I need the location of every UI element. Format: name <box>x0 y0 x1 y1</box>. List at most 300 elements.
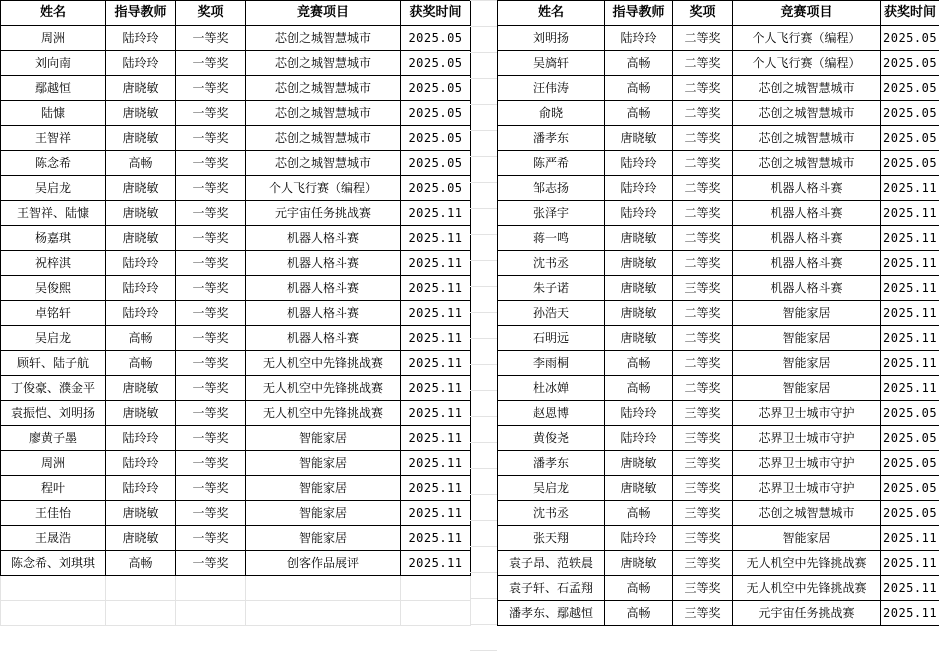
cell-name[interactable]: 张天翔 <box>498 526 605 551</box>
empty-cell[interactable] <box>401 576 471 601</box>
cell-name[interactable]: 祝梓淇 <box>1 251 106 276</box>
empty-cell[interactable] <box>246 601 401 626</box>
table-row <box>498 151 939 176</box>
cell-date[interactable]: 2025.11 <box>401 451 471 476</box>
cell-award[interactable]: 一等奖 <box>176 526 246 551</box>
cell-award[interactable]: 三等奖 <box>673 426 733 451</box>
cell-teacher[interactable]: 唐晓敏 <box>106 501 176 526</box>
cell-date[interactable]: 2025.11 <box>401 526 471 551</box>
cell-award[interactable]: 二等奖 <box>673 376 733 401</box>
cell-name[interactable]: 廖黄子墨 <box>1 426 106 451</box>
cell-event[interactable]: 机器人格斗赛 <box>246 301 401 326</box>
cell-event[interactable]: 芯创之城智慧城市 <box>246 101 401 126</box>
cell-teacher[interactable]: 唐晓敏 <box>106 376 176 401</box>
col-header-event[interactable]: 竞赛项目 <box>733 1 881 26</box>
table-row <box>498 426 939 451</box>
cell-name[interactable]: 程叶 <box>1 476 106 501</box>
table-row <box>1 426 471 451</box>
table-row <box>1 351 471 376</box>
cell-award[interactable]: 一等奖 <box>176 326 246 351</box>
col-header-name[interactable]: 姓名 <box>498 1 605 26</box>
table-row <box>1 201 471 226</box>
cell-teacher[interactable]: 唐晓敏 <box>605 551 673 576</box>
table-row <box>498 176 939 201</box>
col-header-date[interactable]: 获奖时间 <box>881 1 939 26</box>
cell-teacher[interactable]: 唐晓敏 <box>605 251 673 276</box>
cell-award[interactable]: 三等奖 <box>673 551 733 576</box>
cell-date[interactable]: 2025.11 <box>401 251 471 276</box>
cell-award[interactable]: 二等奖 <box>673 251 733 276</box>
table-row <box>1 101 471 126</box>
cell-name[interactable]: 吴俊熙 <box>1 276 106 301</box>
cell-name[interactable]: 吴启龙 <box>1 326 106 351</box>
cell-teacher[interactable]: 高畅 <box>605 501 673 526</box>
empty-cell[interactable] <box>106 576 176 601</box>
cell-award[interactable]: 三等奖 <box>673 601 733 626</box>
cell-date[interactable]: 2025.11 <box>401 401 471 426</box>
cell-name[interactable]: 陈念希 <box>1 151 106 176</box>
cell-date[interactable]: 2025.05 <box>401 101 471 126</box>
cell-name[interactable]: 袁子昂、范轶晨 <box>498 551 605 576</box>
cell-date[interactable]: 2025.05 <box>881 101 939 126</box>
cell-name[interactable]: 张泽宇 <box>498 201 605 226</box>
cell-event[interactable]: 机器人格斗赛 <box>733 276 881 301</box>
cell-event[interactable]: 元宇宙任务挑战赛 <box>246 201 401 226</box>
cell-award[interactable]: 三等奖 <box>673 526 733 551</box>
cell-date[interactable]: 2025.11 <box>401 476 471 501</box>
cell-name[interactable]: 吴启龙 <box>498 476 605 501</box>
cell-award[interactable]: 一等奖 <box>176 101 246 126</box>
table-row <box>498 276 939 301</box>
cell-event[interactable]: 元宇宙任务挑战赛 <box>733 601 881 626</box>
table-row <box>498 101 939 126</box>
cell-event[interactable]: 芯创之城智慧城市 <box>733 101 881 126</box>
cell-award[interactable]: 一等奖 <box>176 476 246 501</box>
cell-name[interactable]: 王智祥、陆慷 <box>1 201 106 226</box>
header-row <box>498 1 939 26</box>
col-header-teacher[interactable]: 指导教师 <box>106 1 176 26</box>
cell-event[interactable]: 无人机空中先锋挑战赛 <box>733 551 881 576</box>
cell-name[interactable]: 邹志扬 <box>498 176 605 201</box>
cell-award[interactable]: 二等奖 <box>673 126 733 151</box>
table-row <box>1 401 471 426</box>
cell-teacher[interactable]: 陆玲玲 <box>605 401 673 426</box>
table-row <box>498 376 939 401</box>
cell-teacher[interactable]: 唐晓敏 <box>106 201 176 226</box>
cell-name[interactable]: 杨嘉琪 <box>1 226 106 251</box>
cell-award[interactable]: 二等奖 <box>673 301 733 326</box>
table-row <box>1 151 471 176</box>
cell-name[interactable]: 王晟浩 <box>1 526 106 551</box>
cell-date[interactable]: 2025.11 <box>881 251 939 276</box>
table-row <box>1 326 471 351</box>
cell-name[interactable]: 刘明扬 <box>498 26 605 51</box>
cell-date[interactable]: 2025.05 <box>401 176 471 201</box>
cell-date[interactable]: 2025.05 <box>881 126 939 151</box>
empty-cell[interactable] <box>1 576 106 601</box>
cell-event[interactable]: 芯创之城智慧城市 <box>733 126 881 151</box>
cell-teacher[interactable]: 高畅 <box>106 151 176 176</box>
table-row <box>498 226 939 251</box>
empty-cell[interactable] <box>176 601 246 626</box>
cell-award[interactable]: 一等奖 <box>176 201 246 226</box>
cell-name[interactable]: 沈书丞 <box>498 501 605 526</box>
cell-teacher[interactable]: 唐晓敏 <box>605 326 673 351</box>
cell-teacher[interactable]: 高畅 <box>605 51 673 76</box>
cell-teacher[interactable]: 唐晓敏 <box>106 101 176 126</box>
cell-award[interactable]: 三等奖 <box>673 276 733 301</box>
cell-award[interactable]: 一等奖 <box>176 226 246 251</box>
table-row <box>498 201 939 226</box>
cell-event[interactable]: 个人飞行赛（编程） <box>733 51 881 76</box>
cell-date[interactable]: 2025.11 <box>881 526 939 551</box>
cell-teacher[interactable]: 唐晓敏 <box>106 76 176 101</box>
cell-event[interactable]: 智能家居 <box>733 326 881 351</box>
cell-name[interactable]: 王智祥 <box>1 126 106 151</box>
cell-event[interactable]: 个人飞行赛（编程） <box>733 26 881 51</box>
cell-teacher[interactable]: 陆玲玲 <box>605 201 673 226</box>
cell-teacher[interactable]: 高畅 <box>106 326 176 351</box>
cell-teacher[interactable]: 唐晓敏 <box>106 126 176 151</box>
table-row <box>1 551 471 576</box>
cell-event[interactable]: 机器人格斗赛 <box>246 276 401 301</box>
cell-date[interactable]: 2025.11 <box>881 301 939 326</box>
cell-date[interactable]: 2025.11 <box>881 376 939 401</box>
cell-teacher[interactable]: 陆玲玲 <box>106 51 176 76</box>
table-row <box>1 376 471 401</box>
cell-teacher[interactable]: 陆玲玲 <box>605 526 673 551</box>
cell-name[interactable]: 潘孝东、鄢越恒 <box>498 601 605 626</box>
cell-event[interactable]: 芯创之城智慧城市 <box>246 151 401 176</box>
cell-teacher[interactable]: 陆玲玲 <box>605 26 673 51</box>
cell-event[interactable]: 无人机空中先锋挑战赛 <box>246 401 401 426</box>
cell-name[interactable]: 陈严希 <box>498 151 605 176</box>
cell-teacher[interactable]: 陆玲玲 <box>106 451 176 476</box>
cell-event[interactable]: 智能家居 <box>246 526 401 551</box>
awards-table-left <box>0 0 471 626</box>
table-row <box>1 76 471 101</box>
blank-cells <box>470 0 497 653</box>
cell-award[interactable]: 一等奖 <box>176 176 246 201</box>
table-row <box>1 526 471 551</box>
cell-award[interactable]: 二等奖 <box>673 26 733 51</box>
table-row <box>498 76 939 101</box>
cell-event[interactable]: 芯创之城智慧城市 <box>246 26 401 51</box>
cell-event[interactable]: 机器人格斗赛 <box>733 176 881 201</box>
cell-teacher[interactable]: 唐晓敏 <box>605 451 673 476</box>
table-row <box>498 326 939 351</box>
cell-event[interactable]: 机器人格斗赛 <box>246 251 401 276</box>
cell-name[interactable]: 陆慷 <box>1 101 106 126</box>
empty-row <box>1 576 471 601</box>
cell-name[interactable]: 沈书丞 <box>498 251 605 276</box>
table-row <box>498 476 939 501</box>
table-row <box>1 226 471 251</box>
cell-name[interactable]: 顾轩、陆子航 <box>1 351 106 376</box>
cell-award[interactable]: 一等奖 <box>176 426 246 451</box>
cell-event[interactable]: 芯创之城智慧城市 <box>246 51 401 76</box>
cell-teacher[interactable]: 唐晓敏 <box>605 301 673 326</box>
cell-teacher[interactable]: 唐晓敏 <box>106 401 176 426</box>
cell-award[interactable]: 一等奖 <box>176 501 246 526</box>
cell-award[interactable]: 一等奖 <box>176 276 246 301</box>
col-header-teacher[interactable]: 指导教师 <box>605 1 673 26</box>
cell-date[interactable]: 2025.05 <box>881 401 939 426</box>
cell-date[interactable]: 2025.11 <box>881 201 939 226</box>
cell-event[interactable]: 智能家居 <box>733 526 881 551</box>
cell-award[interactable]: 一等奖 <box>176 51 246 76</box>
table-row <box>1 451 471 476</box>
col-header-date[interactable]: 获奖时间 <box>401 1 471 26</box>
cell-teacher[interactable]: 陆玲玲 <box>106 426 176 451</box>
empty-cell[interactable] <box>106 601 176 626</box>
cell-teacher[interactable]: 唐晓敏 <box>605 226 673 251</box>
cell-date[interactable]: 2025.11 <box>401 351 471 376</box>
cell-date[interactable]: 2025.11 <box>881 326 939 351</box>
cell-teacher[interactable]: 高畅 <box>106 551 176 576</box>
cell-award[interactable]: 二等奖 <box>673 326 733 351</box>
cell-event[interactable]: 芯界卫士城市守护 <box>733 401 881 426</box>
cell-event[interactable]: 芯创之城智慧城市 <box>733 151 881 176</box>
cell-date[interactable]: 2025.11 <box>401 276 471 301</box>
cell-name[interactable]: 周洲 <box>1 451 106 476</box>
cell-name[interactable]: 孙浩天 <box>498 301 605 326</box>
cell-teacher[interactable]: 陆玲玲 <box>605 151 673 176</box>
cell-event[interactable]: 智能家居 <box>246 476 401 501</box>
cell-date[interactable]: 2025.11 <box>401 326 471 351</box>
cell-name[interactable]: 蒋一鸣 <box>498 226 605 251</box>
cell-name[interactable]: 李雨桐 <box>498 351 605 376</box>
cell-date[interactable]: 2025.05 <box>881 76 939 101</box>
cell-teacher[interactable]: 陆玲玲 <box>106 476 176 501</box>
cell-date[interactable]: 2025.11 <box>881 351 939 376</box>
cell-date[interactable]: 2025.11 <box>401 226 471 251</box>
table-row <box>1 276 471 301</box>
cell-name[interactable]: 吴启龙 <box>1 176 106 201</box>
cell-name[interactable]: 王佳怡 <box>1 501 106 526</box>
cell-date[interactable]: 2025.11 <box>401 551 471 576</box>
cell-event[interactable]: 机器人格斗赛 <box>733 201 881 226</box>
cell-award[interactable]: 一等奖 <box>176 26 246 51</box>
cell-event[interactable]: 芯界卫士城市守护 <box>733 426 881 451</box>
cell-award[interactable]: 一等奖 <box>176 251 246 276</box>
cell-name[interactable]: 潘孝东 <box>498 126 605 151</box>
cell-event[interactable]: 智能家居 <box>246 426 401 451</box>
cell-award[interactable]: 三等奖 <box>673 501 733 526</box>
cell-event[interactable]: 智能家居 <box>246 501 401 526</box>
cell-award[interactable]: 二等奖 <box>673 101 733 126</box>
cell-teacher[interactable]: 陆玲玲 <box>106 301 176 326</box>
cell-event[interactable]: 智能家居 <box>733 351 881 376</box>
col-header-award[interactable]: 奖项 <box>176 1 246 26</box>
cell-event[interactable]: 无人机空中先锋挑战赛 <box>733 576 881 601</box>
cell-name[interactable]: 袁振恺、刘明扬 <box>1 401 106 426</box>
cell-date[interactable]: 2025.11 <box>881 276 939 301</box>
cell-award[interactable]: 三等奖 <box>673 451 733 476</box>
cell-event[interactable]: 智能家居 <box>733 376 881 401</box>
table-row <box>1 51 471 76</box>
cell-event[interactable]: 无人机空中先锋挑战赛 <box>246 376 401 401</box>
cell-event[interactable]: 芯界卫士城市守护 <box>733 476 881 501</box>
cell-name[interactable]: 赵恩博 <box>498 401 605 426</box>
cell-award[interactable]: 三等奖 <box>673 401 733 426</box>
cell-event[interactable]: 机器人格斗赛 <box>733 251 881 276</box>
table-row <box>498 51 939 76</box>
empty-cell[interactable] <box>176 576 246 601</box>
table-row <box>1 26 471 51</box>
cell-date[interactable]: 2025.05 <box>881 451 939 476</box>
table-row <box>1 501 471 526</box>
cell-event[interactable]: 机器人格斗赛 <box>246 226 401 251</box>
table-row <box>1 126 471 151</box>
table-row <box>498 601 939 626</box>
cell-date[interactable]: 2025.05 <box>881 51 939 76</box>
col-header-name[interactable]: 姓名 <box>1 1 106 26</box>
empty-cell[interactable] <box>246 576 401 601</box>
cell-date[interactable]: 2025.05 <box>401 151 471 176</box>
table-row <box>498 126 939 151</box>
table-row <box>498 551 939 576</box>
cell-teacher[interactable]: 陆玲玲 <box>106 26 176 51</box>
cell-name[interactable]: 俞晓 <box>498 101 605 126</box>
cell-teacher[interactable]: 高畅 <box>605 601 673 626</box>
cell-event[interactable]: 智能家居 <box>246 451 401 476</box>
cell-date[interactable]: 2025.05 <box>401 26 471 51</box>
cell-event[interactable]: 芯创之城智慧城市 <box>246 126 401 151</box>
cell-award[interactable]: 一等奖 <box>176 301 246 326</box>
cell-name[interactable]: 潘孝东 <box>498 451 605 476</box>
empty-cell[interactable] <box>401 601 471 626</box>
cell-name[interactable]: 卓铭轩 <box>1 301 106 326</box>
cell-award[interactable]: 一等奖 <box>176 451 246 476</box>
cell-award[interactable]: 三等奖 <box>673 576 733 601</box>
cell-name[interactable]: 朱子诺 <box>498 276 605 301</box>
cell-name[interactable]: 袁子轩、石孟翔 <box>498 576 605 601</box>
cell-name[interactable]: 杜冰婵 <box>498 376 605 401</box>
table-row <box>498 501 939 526</box>
cell-date[interactable]: 2025.11 <box>401 426 471 451</box>
cell-teacher[interactable]: 唐晓敏 <box>106 526 176 551</box>
cell-name[interactable]: 黄俊尧 <box>498 426 605 451</box>
cell-name[interactable]: 陈念希、刘琪琪 <box>1 551 106 576</box>
cell-date[interactable]: 2025.05 <box>881 426 939 451</box>
cell-teacher[interactable]: 高畅 <box>605 101 673 126</box>
cell-teacher[interactable]: 高畅 <box>605 576 673 601</box>
cell-award[interactable]: 一等奖 <box>176 76 246 101</box>
cell-award[interactable]: 二等奖 <box>673 76 733 101</box>
cell-teacher[interactable]: 高畅 <box>605 376 673 401</box>
cell-name[interactable]: 丁俊豪、濮金平 <box>1 376 106 401</box>
cell-award[interactable]: 一等奖 <box>176 126 246 151</box>
cell-event[interactable]: 芯创之城智慧城市 <box>733 76 881 101</box>
cell-teacher[interactable]: 唐晓敏 <box>605 126 673 151</box>
cell-event[interactable]: 创客作品展评 <box>246 551 401 576</box>
cell-date[interactable]: 2025.05 <box>881 476 939 501</box>
cell-event[interactable]: 无人机空中先锋挑战赛 <box>246 351 401 376</box>
cell-date[interactable]: 2025.11 <box>881 226 939 251</box>
cell-name[interactable]: 刘向南 <box>1 51 106 76</box>
cell-teacher[interactable]: 陆玲玲 <box>106 251 176 276</box>
cell-event[interactable]: 机器人格斗赛 <box>733 226 881 251</box>
cell-award[interactable]: 一等奖 <box>176 376 246 401</box>
cell-teacher[interactable]: 陆玲玲 <box>106 276 176 301</box>
cell-date[interactable]: 2025.05 <box>401 126 471 151</box>
cell-date[interactable]: 2025.05 <box>881 501 939 526</box>
cell-event[interactable]: 芯界卫士城市守护 <box>733 451 881 476</box>
empty-row <box>1 601 471 626</box>
cell-award[interactable]: 一等奖 <box>176 551 246 576</box>
table-row <box>498 526 939 551</box>
cell-teacher[interactable]: 唐晓敏 <box>605 276 673 301</box>
cell-award[interactable]: 二等奖 <box>673 151 733 176</box>
cell-award[interactable]: 一等奖 <box>176 401 246 426</box>
cell-date[interactable]: 2025.05 <box>881 151 939 176</box>
cell-teacher[interactable]: 高畅 <box>106 351 176 376</box>
cell-teacher[interactable]: 陆玲玲 <box>605 176 673 201</box>
cell-date[interactable]: 2025.11 <box>401 301 471 326</box>
cell-teacher[interactable]: 高畅 <box>605 351 673 376</box>
cell-teacher[interactable]: 高畅 <box>605 76 673 101</box>
cell-award[interactable]: 二等奖 <box>673 201 733 226</box>
cell-award[interactable]: 二等奖 <box>673 51 733 76</box>
table-row <box>1 476 471 501</box>
cell-award[interactable]: 二等奖 <box>673 351 733 376</box>
table-row <box>1 251 471 276</box>
cell-teacher[interactable]: 唐晓敏 <box>106 226 176 251</box>
cell-name[interactable]: 汪伟涛 <box>498 76 605 101</box>
table-row <box>498 301 939 326</box>
cell-event[interactable]: 个人飞行赛（编程） <box>246 176 401 201</box>
cell-teacher[interactable]: 唐晓敏 <box>605 476 673 501</box>
cell-event[interactable]: 芯创之城智慧城市 <box>246 76 401 101</box>
cell-name[interactable]: 吴旖轩 <box>498 51 605 76</box>
cell-event[interactable]: 芯创之城智慧城市 <box>733 501 881 526</box>
cell-award[interactable]: 三等奖 <box>673 476 733 501</box>
awards-table-right <box>497 0 939 626</box>
cell-name[interactable]: 周洲 <box>1 26 106 51</box>
cell-award[interactable]: 二等奖 <box>673 226 733 251</box>
table-row <box>498 576 939 601</box>
empty-cell[interactable] <box>1 601 106 626</box>
cell-date[interactable]: 2025.11 <box>881 576 939 601</box>
cell-date[interactable]: 2025.11 <box>881 551 939 576</box>
cell-date[interactable]: 2025.11 <box>881 601 939 626</box>
cell-date[interactable]: 2025.05 <box>401 51 471 76</box>
col-header-award[interactable]: 奖项 <box>673 1 733 26</box>
cell-date[interactable]: 2025.11 <box>401 501 471 526</box>
cell-award[interactable]: 一等奖 <box>176 151 246 176</box>
cell-teacher[interactable]: 唐晓敏 <box>106 176 176 201</box>
cell-date[interactable]: 2025.05 <box>881 26 939 51</box>
cell-date[interactable]: 2025.11 <box>401 376 471 401</box>
table-row <box>1 176 471 201</box>
cell-teacher[interactable]: 陆玲玲 <box>605 426 673 451</box>
cell-name[interactable]: 鄢越恒 <box>1 76 106 101</box>
cell-name[interactable]: 石明远 <box>498 326 605 351</box>
cell-award[interactable]: 二等奖 <box>673 176 733 201</box>
table-row <box>498 401 939 426</box>
cell-event[interactable]: 机器人格斗赛 <box>246 326 401 351</box>
col-header-event[interactable]: 竞赛项目 <box>246 1 401 26</box>
cell-date[interactable]: 2025.05 <box>401 76 471 101</box>
cell-date[interactable]: 2025.11 <box>401 201 471 226</box>
table-row <box>498 26 939 51</box>
cell-date[interactable]: 2025.11 <box>881 176 939 201</box>
cell-event[interactable]: 智能家居 <box>733 301 881 326</box>
cell-award[interactable]: 一等奖 <box>176 351 246 376</box>
table-row <box>498 451 939 476</box>
table-row <box>1 301 471 326</box>
